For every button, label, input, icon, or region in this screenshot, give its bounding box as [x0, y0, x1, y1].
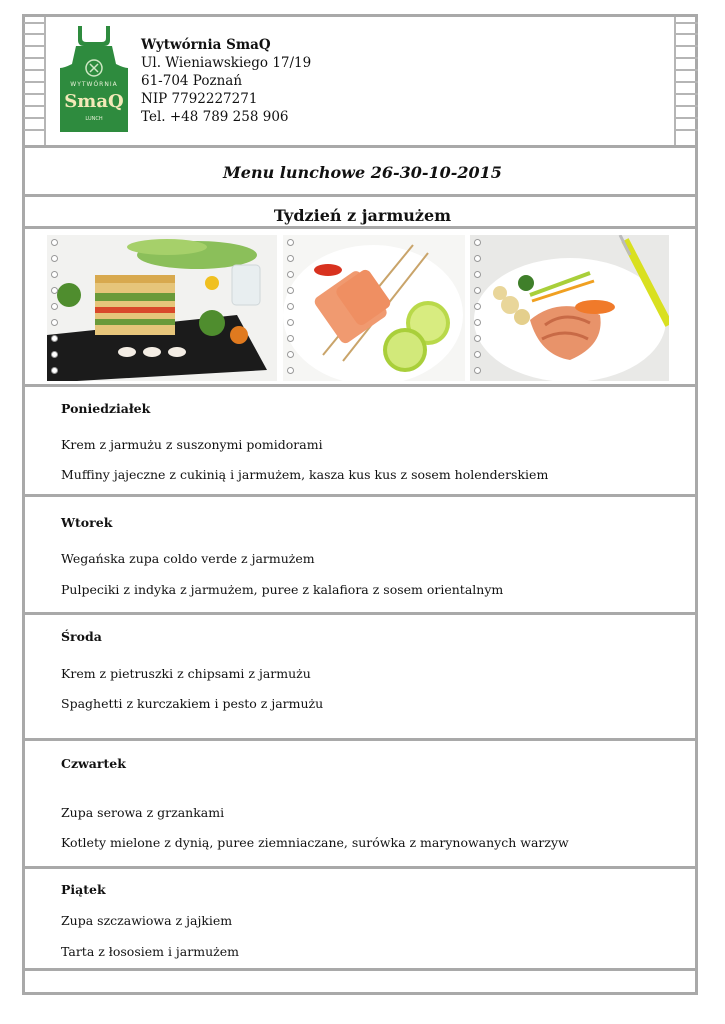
divider	[22, 384, 698, 387]
week-title: Tydzień z jarmużem	[273, 206, 452, 225]
svg-text:WYTWÓRNIA: WYTWÓRNIA	[70, 81, 118, 88]
dish-monday-2: Muffiny jajeczne z cukinią i jarmużem, kasza kus kus z sosem holenderskiem	[61, 467, 549, 482]
divider	[22, 866, 698, 869]
dish-wednesday-1: Krem z pietruszki z chipsami z jarmużu	[61, 666, 311, 681]
dish-thursday-1: Zupa serowa z grzankami	[61, 805, 225, 820]
day-tuesday: Wtorek	[61, 515, 113, 530]
skewer-photo	[283, 235, 465, 381]
header-stripes-right	[676, 17, 698, 145]
divider	[22, 226, 698, 229]
svg-text:LUNCH: LUNCH	[85, 116, 103, 122]
svg-text:SmaQ: SmaQ	[64, 91, 124, 112]
company-info	[141, 36, 311, 126]
divider	[22, 494, 698, 497]
divider	[22, 968, 698, 971]
chicken-photo	[470, 235, 669, 381]
dish-monday-1: Krem z jarmużu z suszonymi pomidorami	[61, 437, 323, 452]
dish-friday-2: Tarta z łososiem i jarmużem	[61, 944, 239, 959]
header-stripes-left	[24, 17, 46, 145]
divider	[22, 738, 698, 741]
divider	[22, 612, 698, 615]
dish-friday-1: Zupa szczawiowa z jajkiem	[61, 913, 233, 928]
company-name: Wytwórnia SmaQ	[141, 37, 271, 53]
smaq-logo	[56, 24, 132, 136]
dish-tuesday-2: Pulpeciki z indyka z jarmużem, puree z kalafiora z sosem orientalnym	[61, 582, 504, 597]
company-city: 61-704 Poznań	[141, 73, 243, 89]
lasagne-photo	[47, 235, 277, 381]
day-monday: Poniedziałek	[61, 401, 151, 416]
dish-tuesday-1: Wegańska zupa coldo verde z jarmużem	[61, 551, 315, 566]
company-nip: NIP 7792227271	[141, 91, 258, 107]
dish-wednesday-2: Spaghetti z kurczakiem i pesto z jarmużu	[61, 696, 324, 711]
menu-title: Menu lunchowe 26-30-10-2015	[223, 163, 502, 182]
divider	[22, 145, 698, 148]
dish-thursday-2: Kotlety mielone z dynią, puree ziemniaczane, surówka z marynowanych warzyw	[61, 835, 569, 850]
day-wednesday: Środa	[61, 629, 102, 644]
company-street: Ul. Wieniawskiego 17/19	[141, 55, 312, 71]
divider	[22, 194, 698, 197]
day-thursday: Czwartek	[61, 756, 126, 771]
company-phone: Tel. +48 789 258 906	[141, 109, 289, 125]
day-friday: Piątek	[61, 882, 106, 897]
